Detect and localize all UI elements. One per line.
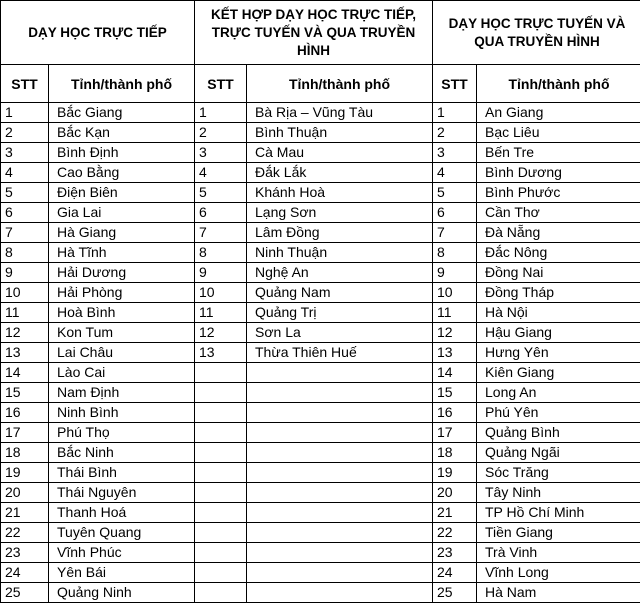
stt-cell: 13 [1,343,49,363]
stt-cell: 10 [433,283,477,303]
province-cell: Bình Định [49,143,195,163]
table-row [1,403,640,423]
col-header-stt: STT [195,65,247,103]
province-cell [247,583,433,603]
stt-cell [195,403,247,423]
stt-cell: 6 [433,203,477,223]
province-cell: Đắk Lắk [247,163,433,183]
stt-cell: 20 [1,483,49,503]
province-cell [247,423,433,443]
province-cell: Đà Nẵng [477,223,640,243]
stt-cell [195,563,247,583]
province-cell: Long An [477,383,640,403]
province-cell: Hà Nam [477,583,640,603]
province-cell: Thái Nguyên [49,483,195,503]
province-cell: Hậu Giang [477,323,640,343]
stt-cell: 21 [1,503,49,523]
col-header-stt: STT [1,65,49,103]
province-cell [247,503,433,523]
stt-cell: 13 [195,343,247,363]
province-cell: Kiên Giang [477,363,640,383]
stt-cell: 9 [1,263,49,283]
group-header-row [1,1,640,65]
province-cell [247,363,433,383]
table-row [1,543,640,563]
province-cell: Tây Ninh [477,483,640,503]
stt-cell: 12 [195,323,247,343]
province-cell: Gia Lai [49,203,195,223]
col-header-stt: STT [433,65,477,103]
stt-cell: 25 [1,583,49,603]
stt-cell: 14 [1,363,49,383]
stt-cell [195,423,247,443]
stt-cell: 19 [1,463,49,483]
table-row [1,123,640,143]
stt-cell: 20 [433,483,477,503]
province-cell: Hà Tĩnh [49,243,195,263]
province-cell: Hà Nội [477,303,640,323]
province-cell: Lâm Đồng [247,223,433,243]
stt-cell: 1 [433,103,477,123]
table-row [1,143,640,163]
stt-cell: 8 [1,243,49,263]
province-cell: Tuyên Quang [49,523,195,543]
province-cell: Thanh Hoá [49,503,195,523]
stt-cell: 21 [433,503,477,523]
province-cell [247,463,433,483]
province-cell: An Giang [477,103,640,123]
province-cell: Thái Bình [49,463,195,483]
stt-cell [195,543,247,563]
province-cell: Lào Cai [49,363,195,383]
stt-cell: 18 [1,443,49,463]
province-cell [247,403,433,423]
stt-cell: 5 [195,183,247,203]
province-cell: Phú Yên [477,403,640,423]
province-cell: Sóc Trăng [477,463,640,483]
stt-cell: 2 [195,123,247,143]
province-cell: Khánh Hoà [247,183,433,203]
table-row [1,223,640,243]
stt-cell: 5 [1,183,49,203]
province-cell: Điện Biên [49,183,195,203]
stt-cell: 11 [195,303,247,323]
province-cell [247,443,433,463]
stt-cell [195,523,247,543]
stt-cell: 1 [195,103,247,123]
stt-cell: 8 [195,243,247,263]
column-header-row [1,65,640,103]
province-cell: Đồng Tháp [477,283,640,303]
province-cell: Vĩnh Phúc [49,543,195,563]
province-cell: Phú Thọ [49,423,195,443]
stt-cell: 17 [1,423,49,443]
province-cell [247,543,433,563]
province-cell: Ninh Thuận [247,243,433,263]
stt-cell: 2 [1,123,49,143]
province-cell: Bạc Liêu [477,123,640,143]
province-cell: Hưng Yên [477,343,640,363]
stt-cell: 6 [1,203,49,223]
stt-cell [195,583,247,603]
province-cell: Thừa Thiên Huế [247,343,433,363]
table-row [1,363,640,383]
province-cell [247,563,433,583]
stt-cell [195,463,247,483]
table-row [1,503,640,523]
stt-cell: 19 [433,463,477,483]
group-header-in-person: DẠY HỌC TRỰC TIẾP [1,1,195,65]
stt-cell: 2 [433,123,477,143]
group-header-hybrid: KẾT HỢP DẠY HỌC TRỰC TIẾP, TRỰC TUYẾN VÀ QUA TRUYỀN HÌNH [195,1,433,65]
stt-cell: 7 [433,223,477,243]
stt-cell: 3 [195,143,247,163]
table-row [1,483,640,503]
province-cell [247,483,433,503]
province-cell: Quảng Bình [477,423,640,443]
table-row [1,203,640,223]
province-cell: Lai Châu [49,343,195,363]
province-cell: Đắc Nông [477,243,640,263]
stt-cell: 6 [195,203,247,223]
stt-cell: 7 [1,223,49,243]
province-cell: Yên Bái [49,563,195,583]
province-cell: Bà Rịa – Vũng Tàu [247,103,433,123]
stt-cell: 16 [1,403,49,423]
province-cell: Bến Tre [477,143,640,163]
province-cell: Cần Thơ [477,203,640,223]
stt-cell: 24 [433,563,477,583]
province-cell: Lạng Sơn [247,203,433,223]
stt-cell: 8 [433,243,477,263]
stt-cell: 12 [433,323,477,343]
province-cell: Cà Mau [247,143,433,163]
stt-cell: 7 [195,223,247,243]
province-cell: Nghệ An [247,263,433,283]
group-header-online: DẠY HỌC TRỰC TUYẾN VÀ QUA TRUYỀN HÌNH [433,1,640,65]
stt-cell: 1 [1,103,49,123]
province-cell: Bình Dương [477,163,640,183]
table-row [1,563,640,583]
stt-cell: 12 [1,323,49,343]
stt-cell: 10 [1,283,49,303]
province-cell: Quảng Ninh [49,583,195,603]
stt-cell: 15 [433,383,477,403]
province-cell [247,383,433,403]
province-cell: Quảng Trị [247,303,433,323]
province-cell: Bình Phước [477,183,640,203]
province-cell: Bắc Kạn [49,123,195,143]
stt-cell: 17 [433,423,477,443]
table-body [1,103,640,603]
province-cell: Cao Bằng [49,163,195,183]
stt-cell: 22 [433,523,477,543]
stt-cell: 18 [433,443,477,463]
province-cell: Hoà Bình [49,303,195,323]
table-row [1,523,640,543]
province-cell: Bắc Giang [49,103,195,123]
stt-cell: 3 [1,143,49,163]
stt-cell [195,483,247,503]
stt-cell: 4 [195,163,247,183]
province-cell: Bình Thuận [247,123,433,143]
stt-cell: 25 [433,583,477,603]
stt-cell: 9 [195,263,247,283]
stt-cell: 24 [1,563,49,583]
stt-cell [195,383,247,403]
stt-cell: 5 [433,183,477,203]
stt-cell [195,503,247,523]
stt-cell: 3 [433,143,477,163]
table-row [1,383,640,403]
table-row [1,423,640,443]
province-cell: Tiền Giang [477,523,640,543]
table-row [1,283,640,303]
table-row [1,303,640,323]
stt-cell: 4 [433,163,477,183]
province-cell [247,523,433,543]
col-header-province: Tỉnh/thành phố [49,65,195,103]
stt-cell: 11 [1,303,49,323]
province-cell: Trà Vinh [477,543,640,563]
province-cell: Nam Định [49,383,195,403]
table-row [1,103,640,123]
stt-cell: 13 [433,343,477,363]
province-cell: Kon Tum [49,323,195,343]
stt-cell: 14 [433,363,477,383]
stt-cell [195,443,247,463]
province-cell: Quảng Ngãi [477,443,640,463]
col-header-province: Tỉnh/thành phố [477,65,640,103]
province-cell: Đồng Nai [477,263,640,283]
province-cell: Quảng Nam [247,283,433,303]
stt-cell: 23 [1,543,49,563]
stt-cell: 16 [433,403,477,423]
table-row [1,583,640,603]
province-cell: Ninh Bình [49,403,195,423]
table-row [1,343,640,363]
province-cell: TP Hồ Chí Minh [477,503,640,523]
table-row [1,243,640,263]
province-cell: Hải Phòng [49,283,195,303]
table-row [1,183,640,203]
table-row [1,323,640,343]
province-cell: Sơn La [247,323,433,343]
stt-cell: 9 [433,263,477,283]
stt-cell: 15 [1,383,49,403]
stt-cell: 11 [433,303,477,323]
col-header-province: Tỉnh/thành phố [247,65,433,103]
province-cell: Bắc Ninh [49,443,195,463]
province-cell: Hà Giang [49,223,195,243]
stt-cell [195,363,247,383]
stt-cell: 10 [195,283,247,303]
province-cell: Hải Dương [49,263,195,283]
stt-cell: 22 [1,523,49,543]
table-row [1,463,640,483]
stt-cell: 4 [1,163,49,183]
table-row [1,443,640,463]
province-cell: Vĩnh Long [477,563,640,583]
stt-cell: 23 [433,543,477,563]
table-row [1,263,640,283]
table-row [1,163,640,183]
